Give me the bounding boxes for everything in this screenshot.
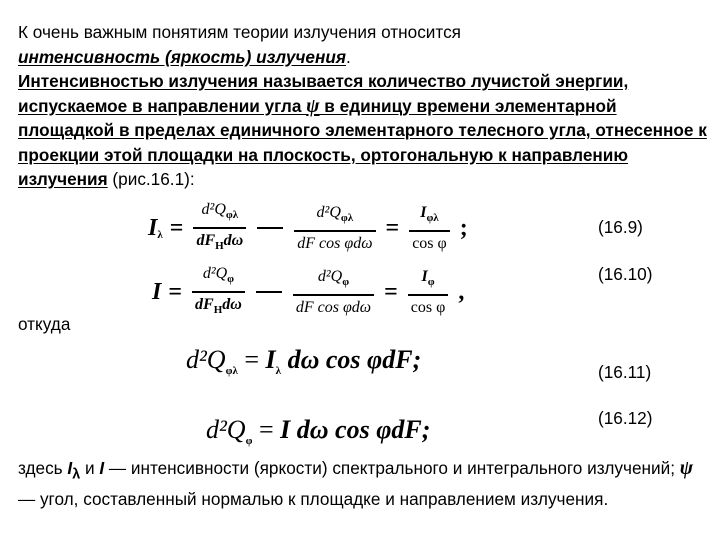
eq9-fraction-2 xyxy=(294,203,375,254)
eq9-fraction-1 xyxy=(193,200,246,256)
definition-text-b: в единицу времени элементарной площадкой в пределах единичного элементарного телесного угла, отнесенное к проекции этой площадки на плоскость, ортогональную к направлению излучения xyxy=(18,95,707,189)
eq10-dash-1 xyxy=(256,291,282,293)
eq9-f2-den: dF cos φdω xyxy=(297,234,373,252)
eq9-f1-den-sub: Н xyxy=(215,240,224,253)
eq10-f3-den: cos φ xyxy=(410,298,446,316)
eq9-f1-num-sub: φλ xyxy=(225,209,239,222)
eq10-f3-num-sub: φ xyxy=(427,275,435,288)
footer-text-a: здесь xyxy=(18,458,68,478)
eq11-left-sub: φλ xyxy=(225,365,238,378)
eq10-f1-den-tail: dω xyxy=(222,296,242,314)
term-intensity: интенсивность (яркость) излучения xyxy=(18,46,346,67)
eq9-f3-num-sub: φλ xyxy=(426,211,439,224)
equation-number-16-10: (16.10) xyxy=(598,264,653,284)
equation-number-16-12: (16.12) xyxy=(598,408,653,428)
eq10-f3-num: I xyxy=(421,267,428,285)
eq9-equals-2: = xyxy=(385,215,400,242)
eq10-f2-num-sub: φ xyxy=(342,275,350,288)
equation-16-12 xyxy=(206,415,431,451)
eq12-tail: dω cos φdF; xyxy=(290,415,431,444)
footer-i: I xyxy=(99,458,105,478)
definition-text-a: Интенсивностью излучения называется количество лучистой энергии, испускаемое в направлении угла xyxy=(18,71,629,116)
eq11-left: d²Q xyxy=(186,345,226,374)
eq9-f1-den: dF xyxy=(196,232,216,250)
eq9-dash-1 xyxy=(257,227,283,229)
footer-psi: ψ xyxy=(679,457,694,479)
eq9-lhs: I xyxy=(148,215,158,242)
eq10-end: , xyxy=(458,279,465,306)
equation-16-11 xyxy=(186,345,422,381)
eq10-f2-num: d²Q xyxy=(317,267,343,285)
eq11-equals: = xyxy=(244,345,260,374)
definition-paragraph xyxy=(18,20,708,192)
eq10-f1-den: dF xyxy=(195,296,214,314)
figure-reference: (рис.16.1): xyxy=(107,169,195,189)
equation-16-10 xyxy=(152,264,466,320)
footer-text-b: — интенсивности (яркости) спектрального и интегрального излучений; xyxy=(104,458,680,478)
footer-i-lambda-sub: λ xyxy=(72,466,81,483)
eq9-f1-num: d²Q xyxy=(201,201,226,218)
eq11-right: I xyxy=(265,345,276,374)
eq10-f1-num-sub: φ xyxy=(227,273,235,286)
footer-i-lambda: I xyxy=(67,458,73,478)
eq9-f2-num-sub: φλ xyxy=(340,211,354,224)
eq12-right: I xyxy=(280,415,291,444)
eq10-f1-den-sub: Н xyxy=(213,304,223,317)
eq9-fraction-3 xyxy=(409,203,450,254)
equation-number-16-11: (16.11) xyxy=(598,362,652,382)
psi-symbol: ψ xyxy=(306,94,320,117)
footer-text-c: — угол, составленный нормалью к площадке и направлением излучения. xyxy=(18,488,609,509)
eq10-f2-den: dF cos φdω xyxy=(295,298,372,316)
eq10-fraction-1 xyxy=(192,264,245,320)
eq10-equals-1: = xyxy=(168,279,183,306)
term-period: . xyxy=(346,46,351,67)
eq9-f2-num: d²Q xyxy=(316,203,341,221)
intro-line: К очень важным понятиям теории излучения относится xyxy=(18,22,461,42)
eq9-f3-num: I xyxy=(420,203,427,221)
eq9-f1-den-tail: dω xyxy=(223,232,244,250)
eq9-end: ; xyxy=(459,215,468,242)
footer-and: и xyxy=(80,458,100,478)
eq10-fraction-2 xyxy=(293,267,374,318)
whence-word: откуда xyxy=(18,314,71,334)
eq11-tail: dω cos φdF; xyxy=(281,345,422,374)
equation-number-16-9: (16.9) xyxy=(598,217,643,237)
eq9-f3-den: cos φ xyxy=(412,234,447,252)
eq9-equals-1: = xyxy=(169,215,184,242)
eq10-fraction-3 xyxy=(408,267,449,318)
eq10-equals-2: = xyxy=(384,279,398,306)
eq12-left: d²Q xyxy=(206,415,246,444)
equation-16-9 xyxy=(148,200,470,256)
eq10-lhs: I xyxy=(152,279,162,306)
eq12-left-sub: φ xyxy=(245,435,253,448)
eq10-f1-num: d²Q xyxy=(202,265,228,282)
footer-paragraph xyxy=(18,456,708,511)
eq11-right-sub: λ xyxy=(275,365,282,378)
eq9-lhs-sub: λ xyxy=(157,228,163,241)
eq12-equals: = xyxy=(258,415,274,444)
